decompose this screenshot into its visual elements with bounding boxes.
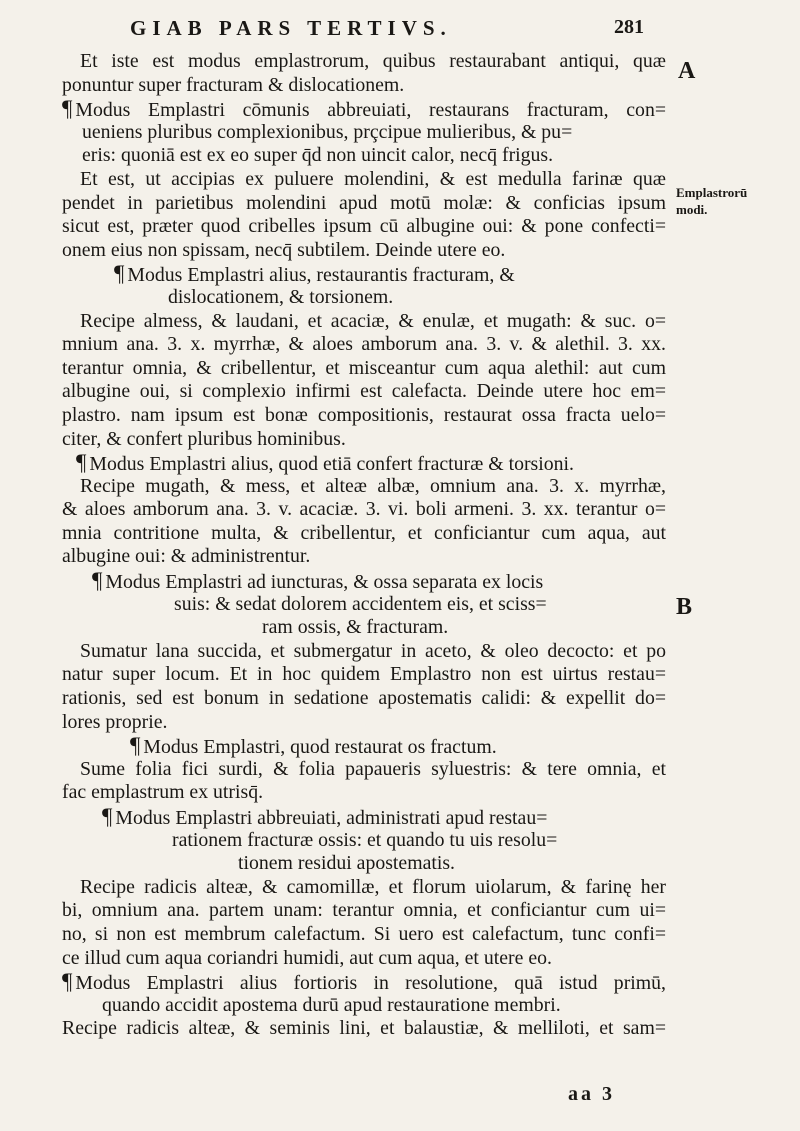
text-line: mnia contritione multa, & cribellentur, et conficiantur cum aqua, aut [62, 521, 666, 544]
heading-line [62, 734, 666, 758]
heading-line [62, 262, 666, 286]
pilcrow-icon: ¶ [62, 970, 73, 994]
text-line: onem eius non spissam, necq̄ subtilem. Deinde utere eo. [62, 238, 506, 261]
heading-line: tionem residui apostematis. [238, 852, 456, 875]
heading-line [62, 970, 666, 994]
text-line: sicut est, præter quod cribelles ipsum cū albugine oui: & pone confecti= [62, 215, 666, 238]
text-line: Sumatur lana succida, et submergatur in aceto, & oleo decocto: et po [80, 639, 666, 662]
pilcrow-icon: ¶ [76, 451, 87, 475]
text-line: albugine oui: & administrentur. [62, 545, 311, 568]
margin-note [676, 184, 747, 218]
margin-note-line: modi. [676, 202, 708, 217]
heading-text: Modus Emplastri abbreuiati, administrati apud restau= [115, 807, 548, 829]
text-line: Et iste est modus emplastrorum, quibus restaurabant antiqui, quæ [80, 50, 666, 72]
text-line: rationis, sed est bonum in sedatione apostematis calidi: & expellit do= [62, 687, 666, 710]
heading-line: ueniens pluribus complexionibus, prçcipue mulieribus, & pu= [82, 120, 573, 143]
heading-line: eris: quoniā est ex eo super q̄d non uincit calor, necq̄ frigus. [82, 144, 554, 167]
heading-text: Modus Emplastri ad iuncturas, & ossa separata ex locis [105, 571, 544, 593]
heading-line [62, 805, 666, 829]
text-line: ponuntur super fracturam & dislocationem. [62, 73, 405, 96]
heading-line: quando accidit apostema durū apud restauratione membri. [102, 993, 561, 1016]
text-line: fac emplastrum ex utrisq̄. [62, 781, 264, 804]
text-line: Recipe almess, & laudani, et acaciæ, & enulæ, et mugath: & suc. o= [80, 309, 666, 332]
running-title: GIAB PARS TERTIVS. [130, 16, 452, 40]
text-line: Et est, ut accipias ex puluere molendini, & est medulla farinæ quæ [80, 167, 666, 190]
text-line: no, si non est membrum calefactum. Si uero est calefactum, tunc confi= [62, 922, 666, 945]
text-line: albugine oui, si complexio infirmi est calefacta. Deinde utere hoc em= [62, 380, 666, 403]
heading-text: Modus Emplastri alius, restaurantis fracturam, & [127, 264, 515, 286]
text-line: pendet in parietibus molendini apud motū molæ: & conficias ipsum [62, 191, 666, 214]
text-line: bi, omnium ana. partem unam: terantur omnia, et conficiantur cum ui= [62, 899, 666, 922]
pilcrow-icon: ¶ [92, 569, 103, 593]
heading-text: Modus Emplastri alius, quod etiā confert fracturæ & torsioni. [89, 453, 574, 475]
pilcrow-icon: ¶ [130, 734, 141, 758]
text-line: plastro. nam ipsum est bonæ compositionis, restaurat ossa fracta uelo= [62, 403, 666, 426]
margin-note-line: Emplastrorū [676, 185, 748, 200]
text-line: & aloes amborum ana. 3. v. acaciæ. 3. vi. boli armeni. 3. xx. terantur o= [62, 498, 666, 521]
heading-line: dislocationem, & torsionem. [168, 285, 394, 308]
text-line: natur super locum. Et in hoc quidem Emplastro non est uirtus restau= [62, 663, 666, 686]
heading-text: Modus Emplastri cōmunis abbreuiati, restaurans fracturam, con= [75, 99, 666, 121]
margin-letter-b: B [676, 594, 693, 620]
text-line: lores proprie. [62, 710, 168, 733]
text-line: Recipe radicis alteæ, & seminis lini, et balaustiæ, & melliloti, et sam= [62, 1017, 666, 1040]
signature-mark: aa 3 [568, 1083, 615, 1105]
text-line: mnium ana. 3. x. myrrhæ, & aloes amborum ana. 3. v. & alethil. 3. xx. [62, 333, 666, 356]
page-number: 281 [614, 16, 644, 38]
pilcrow-icon: ¶ [114, 262, 125, 286]
heading-text: Modus Emplastri, quod restaurat os fractum. [143, 736, 497, 758]
heading-line [62, 569, 666, 593]
text-line: Sume folia fici surdi, & folia papaueris syluestris: & tere omnia, et [80, 757, 666, 780]
text-line: citer, & confert pluribus hominibus. [62, 427, 346, 450]
pilcrow-icon: ¶ [102, 805, 113, 829]
text-line: Recipe radicis alteæ, & camomillæ, et florum uiolarum, & farinę her [80, 875, 666, 898]
heading-line [62, 97, 666, 121]
heading-line: ram ossis, & fracturam. [262, 616, 449, 639]
margin-letter-a: A [678, 58, 696, 84]
text-line: Recipe mugath, & mess, et alteæ albæ, omnium ana. 3. x. myrrhæ, [80, 474, 666, 497]
text-line: terantur omnia, & cribellentur, et misceantur cum aqua alethil: aut cum [62, 356, 666, 379]
pilcrow-icon: ¶ [62, 97, 73, 121]
heading-line: suis: & sedat dolorem accidentem eis, et sciss= [174, 592, 547, 615]
heading-text: Modus Emplastri alius fortioris in resolutione, quā istud primū, [75, 972, 666, 994]
heading-line [62, 451, 666, 475]
text-line: ce illud cum aqua coriandri humidi, aut cum aqua, et utere eo. [62, 946, 552, 969]
text-body [62, 50, 666, 1041]
heading-line: rationem fracturæ ossis: et quando tu uis resolu= [172, 828, 558, 851]
